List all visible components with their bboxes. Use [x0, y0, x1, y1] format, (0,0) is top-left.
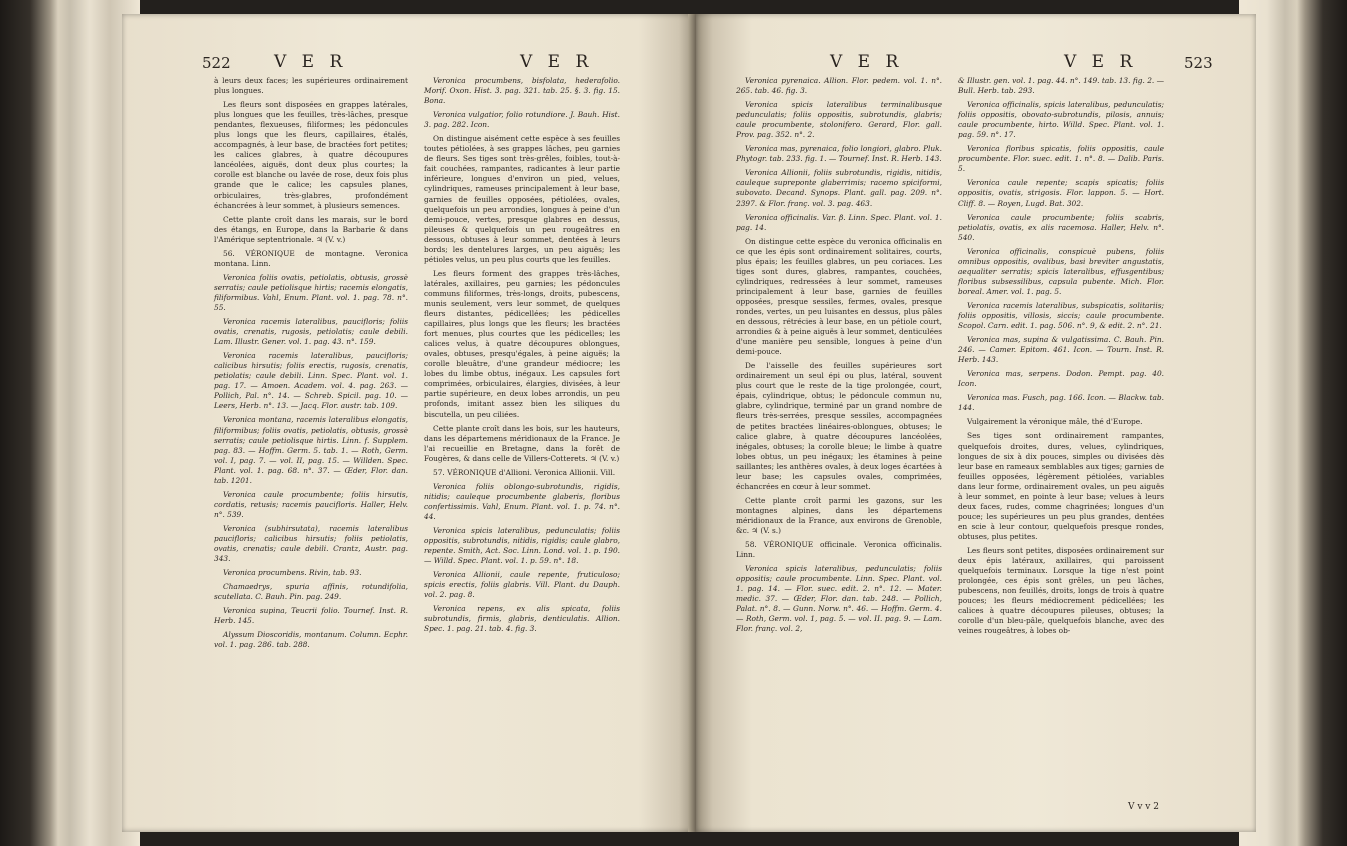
left-running-header-2: V E R: [520, 52, 594, 72]
right-page-column-1: [736, 76, 942, 634]
left-running-header-1: V E R: [274, 52, 348, 72]
synonym: Veronica mas, pyrenaica, folio longiori, glabro. Pluk. Phytogr. tab. 233. fig. 1. — Tournef. Inst. R. Herb. 143.: [736, 144, 942, 164]
synonym: Veronica repens, ex alis spicata, foliis subrotundis, firmis, glabris, denticulatis. Allion. Spec. 1. pag. 21. tab. 4. fig. 3.: [424, 604, 620, 634]
synonym: Veronica caule repente; scapis spicatis; foliis oppositis, ovatis, strigosis. Flor. lappon. 5. — Hort. Cliff. 8. — Royen, Lugd. Bat. 302.: [958, 178, 1164, 208]
paragraph: De l'aisselle des feuilles supérieures sort ordinairement un seul épi ou plus, latéral, souvent plus court que le reste de la tige prolongée, court, épais, cylindrique, obtus; le pédoncule commun nu, glabre, cylindrique, terminé par un grand nombre de fleurs très-serrées, presque sessiles, accompagnées de petites bractées linéaires-oblongues, obtuses; le calice glabre, à quatre découpures lancéolées, inégales, obtuses; la corolle bleue; le limbe à quatre lobes obtus, un peu inégaux; les étamines à peine saillantes; les anthères ovales, à deux loges écartées à leur base; les capsules ovales, comprimées, échancrées en cœur à leur sommet.: [736, 361, 942, 491]
synonym: Veronica pyrenaica. Allion. Flor. pedem. vol. 1. n°. 265. tab. 46. fig. 3.: [736, 76, 942, 96]
paragraph: Cette plante croît parmi les gazons, sur les montagnes alpines, dans les départemens méridionaux de la France, aux environs de Grenoble, &c. ♃ (V. s.): [736, 495, 942, 535]
left-page-edges: [0, 0, 140, 846]
synonym: Veronica spicis lateralibus, pedunculatis; foliis oppositis, subrotundis, nitidis, rigidis; caule glabro, repente. Smith, Act. Soc. Linn. Lond. vol. 1. p. 190. — Willd. Spec. Plant. vol. 1. p. 59. n°. 18.: [424, 525, 620, 566]
synonym: Veronica supina, Teucrii folio. Tournef. Inst. R. Herb. 145.: [214, 606, 408, 626]
synonym: Veronica (subhirsutata), racemis lateralibus paucifloris; calicibus hirsutis; foliis petiolatis, ovatis, crenatis; caule debili. Crantz, Austr. pag. 343.: [214, 523, 408, 564]
synonym: Veronica foliis ovatis, petiolatis, obtusis, grossè serratis; caule petiolisque hirtis; racemis elongatis, filiformibus. Vahl, Enum. Plant. vol. 1. pag. 78. n°. 55.: [214, 272, 408, 312]
signature-mark: V v v 2: [1128, 802, 1159, 812]
right-page-column-2: [958, 76, 1164, 636]
paragraph: Les fleurs forment des grappes très-lâches, latérales, axillaires, peu garnies; les pédoncules communs filiformes, très-longs, droits, pubescens, munis seulement, vers leur sommet, de quelques fleurs distantes, pédicellées; les pédicelles capillaires, plus longs que les fleurs; les bractées fort menues, plus courtes que les pédicelles; les calices velus, à quatre découpures oblongues, ovales, obtuses, presqu'égales, à peine aiguës; la corolle bleuâtre, d'une grandeur médiocre; les lobes du limbe obtus, inégaux. Les capsules fort comprimées, orbiculaires, élargies, divisées, à leur partie supérieure, en deux lobes arrondis, un peu profonds, imitant assez bien les siliques du biscutella, un peu ciliées.: [424, 268, 620, 419]
left-page: [122, 14, 696, 832]
paragraph: On distingue cette espèce du veronica officinalis en ce que les épis sont ordinairement solitaires, courts, plus épais; les feuilles glabres, un peu coriaces. Les tiges sont dures, glabres, rampantes, couchées, cylindriques, redressées à leur sommet, rameuses principalement à leur base, garnies de feuilles opposées, presque sessiles, fermes, ovales, presque rondes, vertes, un peu luisantes en dessus, plus pâles en dessous, rétrécies à leur base, en un pétiole court, arrondies & à peine aiguës à leur sommet, denticulées d'une manière peu sensible, longues à peine d'un demi-pouce.: [736, 236, 942, 357]
paragraph: Les fleurs sont petites, disposées ordinairement sur deux épis latéraux, axillaires, qui paroissent quelquefois terminaux. Lorsque la tige n'est point prolongée, ces épis sont grêles, un peu lâches, pubescens, non feuillés, droits, longs de trois à quatre pouces; les fleurs médiocrement pédicellées; les calices à quatre découpures pileuses, obtuses; la corolle d'un bleu-pâle, quelquefois blanche, avec des veines rougeâtres, à lobes ob-: [958, 545, 1164, 636]
right-page-number: 523: [1184, 54, 1213, 72]
synonym: Veronica vulgatior, folio rotundiore. J. Bauh. Hist. 3. pag. 282. Icon.: [424, 110, 620, 130]
synonym: Veronica racemis lateralibus, paucifloris; foliis ovatis, crenatis, rugosis, petiolatis; caule debili. Lam. Illustr. Gener. vol. 1. pag. 43. n°. 159.: [214, 317, 408, 347]
synonym: Veronica officinalis, conspicuè pubens, foliis omnibus oppositis, ovalibus, basi breviter angustatis, aequaliter serratis; spicis lateralibus, effusgentibus; floribus subsessilibus, capsula pubente. Mich. Flor. boreal. Amer. vol. 1. pag. 5.: [958, 246, 1164, 296]
synonym: Veronica caule procumbente; foliis scabris, petiolatis, ovatis, ex alis racemosa. Haller, Helv. n°. 540.: [958, 212, 1164, 242]
synonym: Veronica procumbens, bisfolata, hederafolio. Morif. Oxon. Hist. 3. pag. 321. tab. 25. §. 3. fig. 15. Bona.: [424, 76, 620, 106]
synonym: Veronica Allionii, caule repente, fruticuloso; spicis erectis, foliis glabris. Vill. Plant. du Dauph. vol. 2. pag. 8.: [424, 570, 620, 600]
synonym: Veronica officinalis. Var. β. Linn. Spec. Plant. vol. 1. pag. 14.: [736, 212, 942, 232]
paragraph: Cette plante croît dans les marais, sur le bord des étangs, en Europe, dans la Barbarie & dans l'Amérique septentrionale. ♃ (V. v.): [214, 214, 408, 244]
synonym: Veronica mas, serpens. Dodon. Pempt. pag. 40. Icon.: [958, 369, 1164, 389]
synonym: Veronica racemis lateralibus, paucifloris; calicibus hirsutis; foliis erectis, rugosis, crenatis, petiolatis; caule debili. Linn. Spec. Plant. vol. 1. pag. 17. — Amoen. Academ. vol. 4. pag. 263. — Pollich, Pal. n°. 14. — Schreb. Spicil. pag. 10. — Leers, Herb. n°. 13. — Jacq. Flor. austr. tab. 109.: [214, 351, 408, 411]
synonym: Veronica mas, supina & vulgatissima. C. Bauh. Pin. 246. — Camer. Epitom. 461. Icon. — Tourn. Inst. R. Herb. 143.: [958, 335, 1164, 365]
synonym: Veronica caule procumbente; foliis hirsutis, cordatis, retusis; racemis paucifloris. Haller, Helv. n°. 539.: [214, 489, 408, 519]
synonym: & Illustr. gen. vol. 1. pag. 44. n°. 149. tab. 13. fig. 2. — Bull. Herb. tab. 293.: [958, 76, 1164, 96]
species-heading: 57. VÉRONIQUE d'Allioni. Veronica Allionii. Vill.: [433, 467, 616, 477]
synonym: Alyssum Dioscoridis, montanum. Column. Ecphr. vol. 1. pag. 286. tab. 288.: [214, 630, 408, 650]
right-running-header-2: V E R: [1064, 52, 1138, 72]
paragraph: Vulgairement la véronique mâle, thé d'Europe.: [967, 417, 1143, 427]
species-heading: 58. VÉRONIQUE officinale. Veronica officinalis. Linn.: [736, 540, 942, 560]
paragraph: Ses tiges sont ordinairement rampantes, quelquefois droites, dures, velues, cylindriques, longues de six à dix pouces, simples ou divisées dès leur base en rameaux semblables aux tiges; garnies de feuilles opposées, légèrement pétiolées, variables dans leur forme, ordinairement ovales, un peu aiguës à leur sommet, en pointe à leur base; velues à leurs deux faces, rudes, comme chagrinées; longues d'un pouce; les supérieures un peu plus grandes, dentées en scie à leur contour, quelquefois presque rondes, obtuses, plus petites.: [958, 431, 1164, 541]
synonym: Chamaedrys, spuria affinis, rotundifolia, scutellata. C. Bauh. Pin. pag. 249.: [214, 582, 408, 602]
synonym: Veronica officinalis, spicis lateralibus, pedunculatis; foliis oppositis, obovato-subrotundis, pilosis, annuis; caule procumbente, hirto. Willd. Spec. Plant. vol. 1. pag. 59. n°. 17.: [958, 100, 1164, 140]
synonym: Veronica spicis lateralibus, pedunculatis; foliis oppositis; caule procumbente. Linn. Spec. Plant. vol. 1. pag. 14. — Flor. suec. edit. 2. n°. 12. — Mater. medic. 37. — Œder, Flor. dan. tab. 248. — Pollich, Palat. n°. 8. — Gunn. Norw. n°. 46. — Hoffm. Germ. 4. — Roth, Germ. vol. 1, pag. 5. — vol. II. pag. 9. — Lam. Flor. franç. vol. 2,: [736, 564, 942, 634]
paragraph: On distingue aisément cette espèce à ses feuilles toutes pétiolées, à ses grappes lâches, peu garnies de fleurs. Ses tiges sont très-grêles, foibles, tout-à-fait couchées, rampantes, radicantes à leur partie inférieure, longues d'environ un pied, velues, cylindriques, rameuses principalement à leur base, garnies de feuilles opposées, pétiolées, ovales, quelquefois un peu arrondies, longues à peine d'un demi-pouce, vertes, presque glabres en dessus, pileuses & quelquefois un peu rougeâtres en dessous, obtuses à leur sommet, dentées à leurs bords; les dentelures larges, un peu aiguës; les pétioles velus, un peu plus courts que les feuilles.: [424, 134, 620, 264]
synonym: Veronica mas. Fusch, pag. 166. Icon. — Blackw. tab. 144.: [958, 393, 1164, 413]
synonym: Veronica Allionii, foliis subrotundis, rigidis, nitidis, cauleque supreponte glaberrimis; racemo spiciformi, subovato. Decand. Synops. Plant. gall. pag. 209. n°. 2397. & Flor. franç. vol. 3. pag. 463.: [736, 168, 942, 208]
species-heading: 56. VÉRONIQUE de montagne. Veronica montana. Linn.: [214, 248, 408, 268]
paragraph: Les fleurs sont disposées en grappes latérales, plus longues que les feuilles, très-lâches, presque pendantes, flexueuses, filiformes; les pédoncules plus longs que les fleurs, capillaires, étalés, accompagnés, à leur base, de bractées fort petites; les calices glabres, à quatre découpures lancéolées, aiguës, dont deux plus courtes; la corolle est blanche ou lavée de rose, deux fois plus grande que le calice; les capsules planes, orbiculaires, très-glabres, profondément échancrées à leur sommet, à plusieurs semences.: [214, 100, 408, 210]
synonym: Veronica spicis lateralibus terminalibusque pedunculatis; foliis oppositis, subrotundis, glabris; caule procumbente, stolonifero. Gerard, Flor. gall. Prov. pag. 352. n°. 2.: [736, 100, 942, 140]
left-page-number: 522: [202, 54, 231, 72]
synonym: Veronica floribus spicatis, foliis oppositis, caule procumbente. Flor. suec. edit. 1. n°. 8. — Dalib. Paris. 5.: [958, 144, 1164, 174]
synonym: Veronica procumbens. Rivin, tab. 93.: [223, 568, 362, 578]
paragraph: Cette plante croît dans les bois, sur les hauteurs, dans les départemens méridionaux de la France. Je l'ai recueillie en Bretagne, dans la forêt de Fougères, & dans celle de Villers-Cotterets. ♃ (V. v.): [424, 423, 620, 463]
left-page-column-1: [214, 76, 408, 650]
synonym: Veronica racemis lateralibus, subspicatis, solitariis; foliis oppositis, villosis, siccis; caule procumbente. Scopol. Carn. edit. 1. pag. 506. n°. 9, & edit. 2. n°. 21.: [958, 300, 1164, 331]
paragraph: à leurs deux faces; les supérieures ordinairement plus longues.: [214, 76, 408, 96]
synonym: Veronica montana, racemis lateralibus elongatis, filiformibus; foliis ovatis, petiolatis, obtusis, grossè serratis; caule petiolisque hirtis. Linn. f. Supplem. pag. 83. — Hoffm. Germ. 5. tab. 1. — Roth, Germ. vol. I, pag. 7. — vol. II, pag. 15. — Willden. Spec. Plant. vol. 1. pag. 68. n°. 37. — Œder, Flor. dan. tab. 1201.: [214, 415, 408, 485]
left-page-column-2: [424, 76, 620, 634]
right-running-header-1: V E R: [830, 52, 904, 72]
synonym: Veronica foliis oblongo-subrotundis, rigidis, nitidis; cauleque procumbente glaberis, floribus confertissimis. Vahl, Enum. Plant. vol. 1. p. 74. n°. 44.: [424, 481, 620, 521]
right-page: [696, 14, 1256, 832]
